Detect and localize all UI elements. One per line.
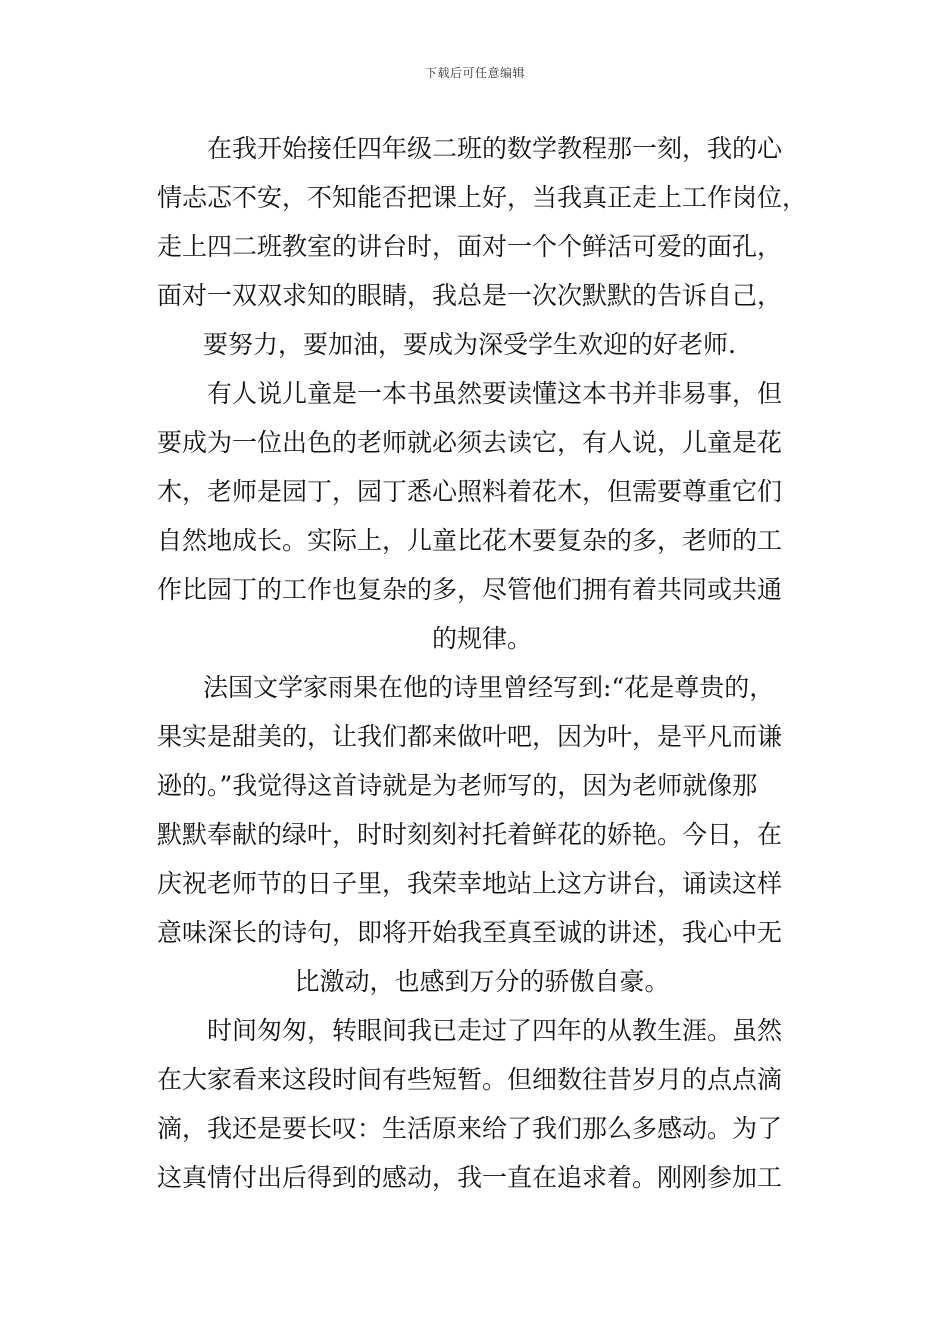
text-line: 木，老师是园丁，园丁悉心照料着花木，但需要尊重它们 xyxy=(157,477,783,506)
text-line: 情忐忑不安，不知能否把课上好，当我真正走上工作岗位， xyxy=(157,183,808,212)
text-line: 作比园丁的工作也复杂的多，尽管他们拥有着共同或共通 xyxy=(157,575,783,604)
text-line: 在大家看来这段时间有些短暂。但细数往昔岁月的点点滴 xyxy=(157,1065,783,1094)
text-line: 要努力，要加油，要成为深受学生欢迎的好老师. xyxy=(203,330,736,359)
document-body xyxy=(157,124,807,1202)
text-line: 比激动，也感到万分的骄傲自豪。 xyxy=(294,967,670,996)
text-line: 逊的。”我觉得这首诗就是为老师写的，因为老师就像那 xyxy=(157,771,758,800)
text-line: 的规律。 xyxy=(431,624,532,653)
page-header: 下载后可任意编辑 xyxy=(424,66,525,80)
text-line: 面对一双双求知的眼睛，我总是一次次默默的告诉自己， xyxy=(157,281,783,310)
text-line: 滴，我还是要长叹：生活原来给了我们那么多感动。为了 xyxy=(157,1114,783,1143)
text-line: 走上四二班教室的讲台时，面对一个个鲜活可爱的面孔， xyxy=(157,232,783,261)
text-line: 时间匆匆，转眼间我已走过了四年的从教生涯。虽然 xyxy=(207,1016,783,1045)
text-line: 自然地成长。实际上，儿童比花木要复杂的多，老师的工 xyxy=(157,526,783,555)
text-line: 在我开始接任四年级二班的数学教程那一刻，我的心 xyxy=(207,134,783,163)
text-line: 默默奉献的绿叶，时时刻刻衬托着鲜花的娇艳。今日，在 xyxy=(157,820,783,849)
text-line: 庆祝老师节的日子里，我荣幸地站上这方讲台，诵读这样 xyxy=(157,869,783,898)
text-line: 意味深长的诗句，即将开始我至真至诚的讲述，我心中无 xyxy=(157,918,783,947)
text-line: 这真情付出后得到的感动，我一直在追求着。刚刚参加工 xyxy=(157,1163,783,1192)
text-line: 法国文学家雨果在他的诗里曾经写到:“花是尊贵的， xyxy=(203,673,775,702)
text-line: 果实是甜美的，让我们都来做叶吧，因为叶，是平凡而谦 xyxy=(157,722,783,751)
text-line: 有人说儿童是一本书虽然要读懂这本书并非易事，但 xyxy=(207,379,783,408)
text-line: 要成为一位出色的老师就必须去读它，有人说，儿童是花 xyxy=(157,428,783,457)
